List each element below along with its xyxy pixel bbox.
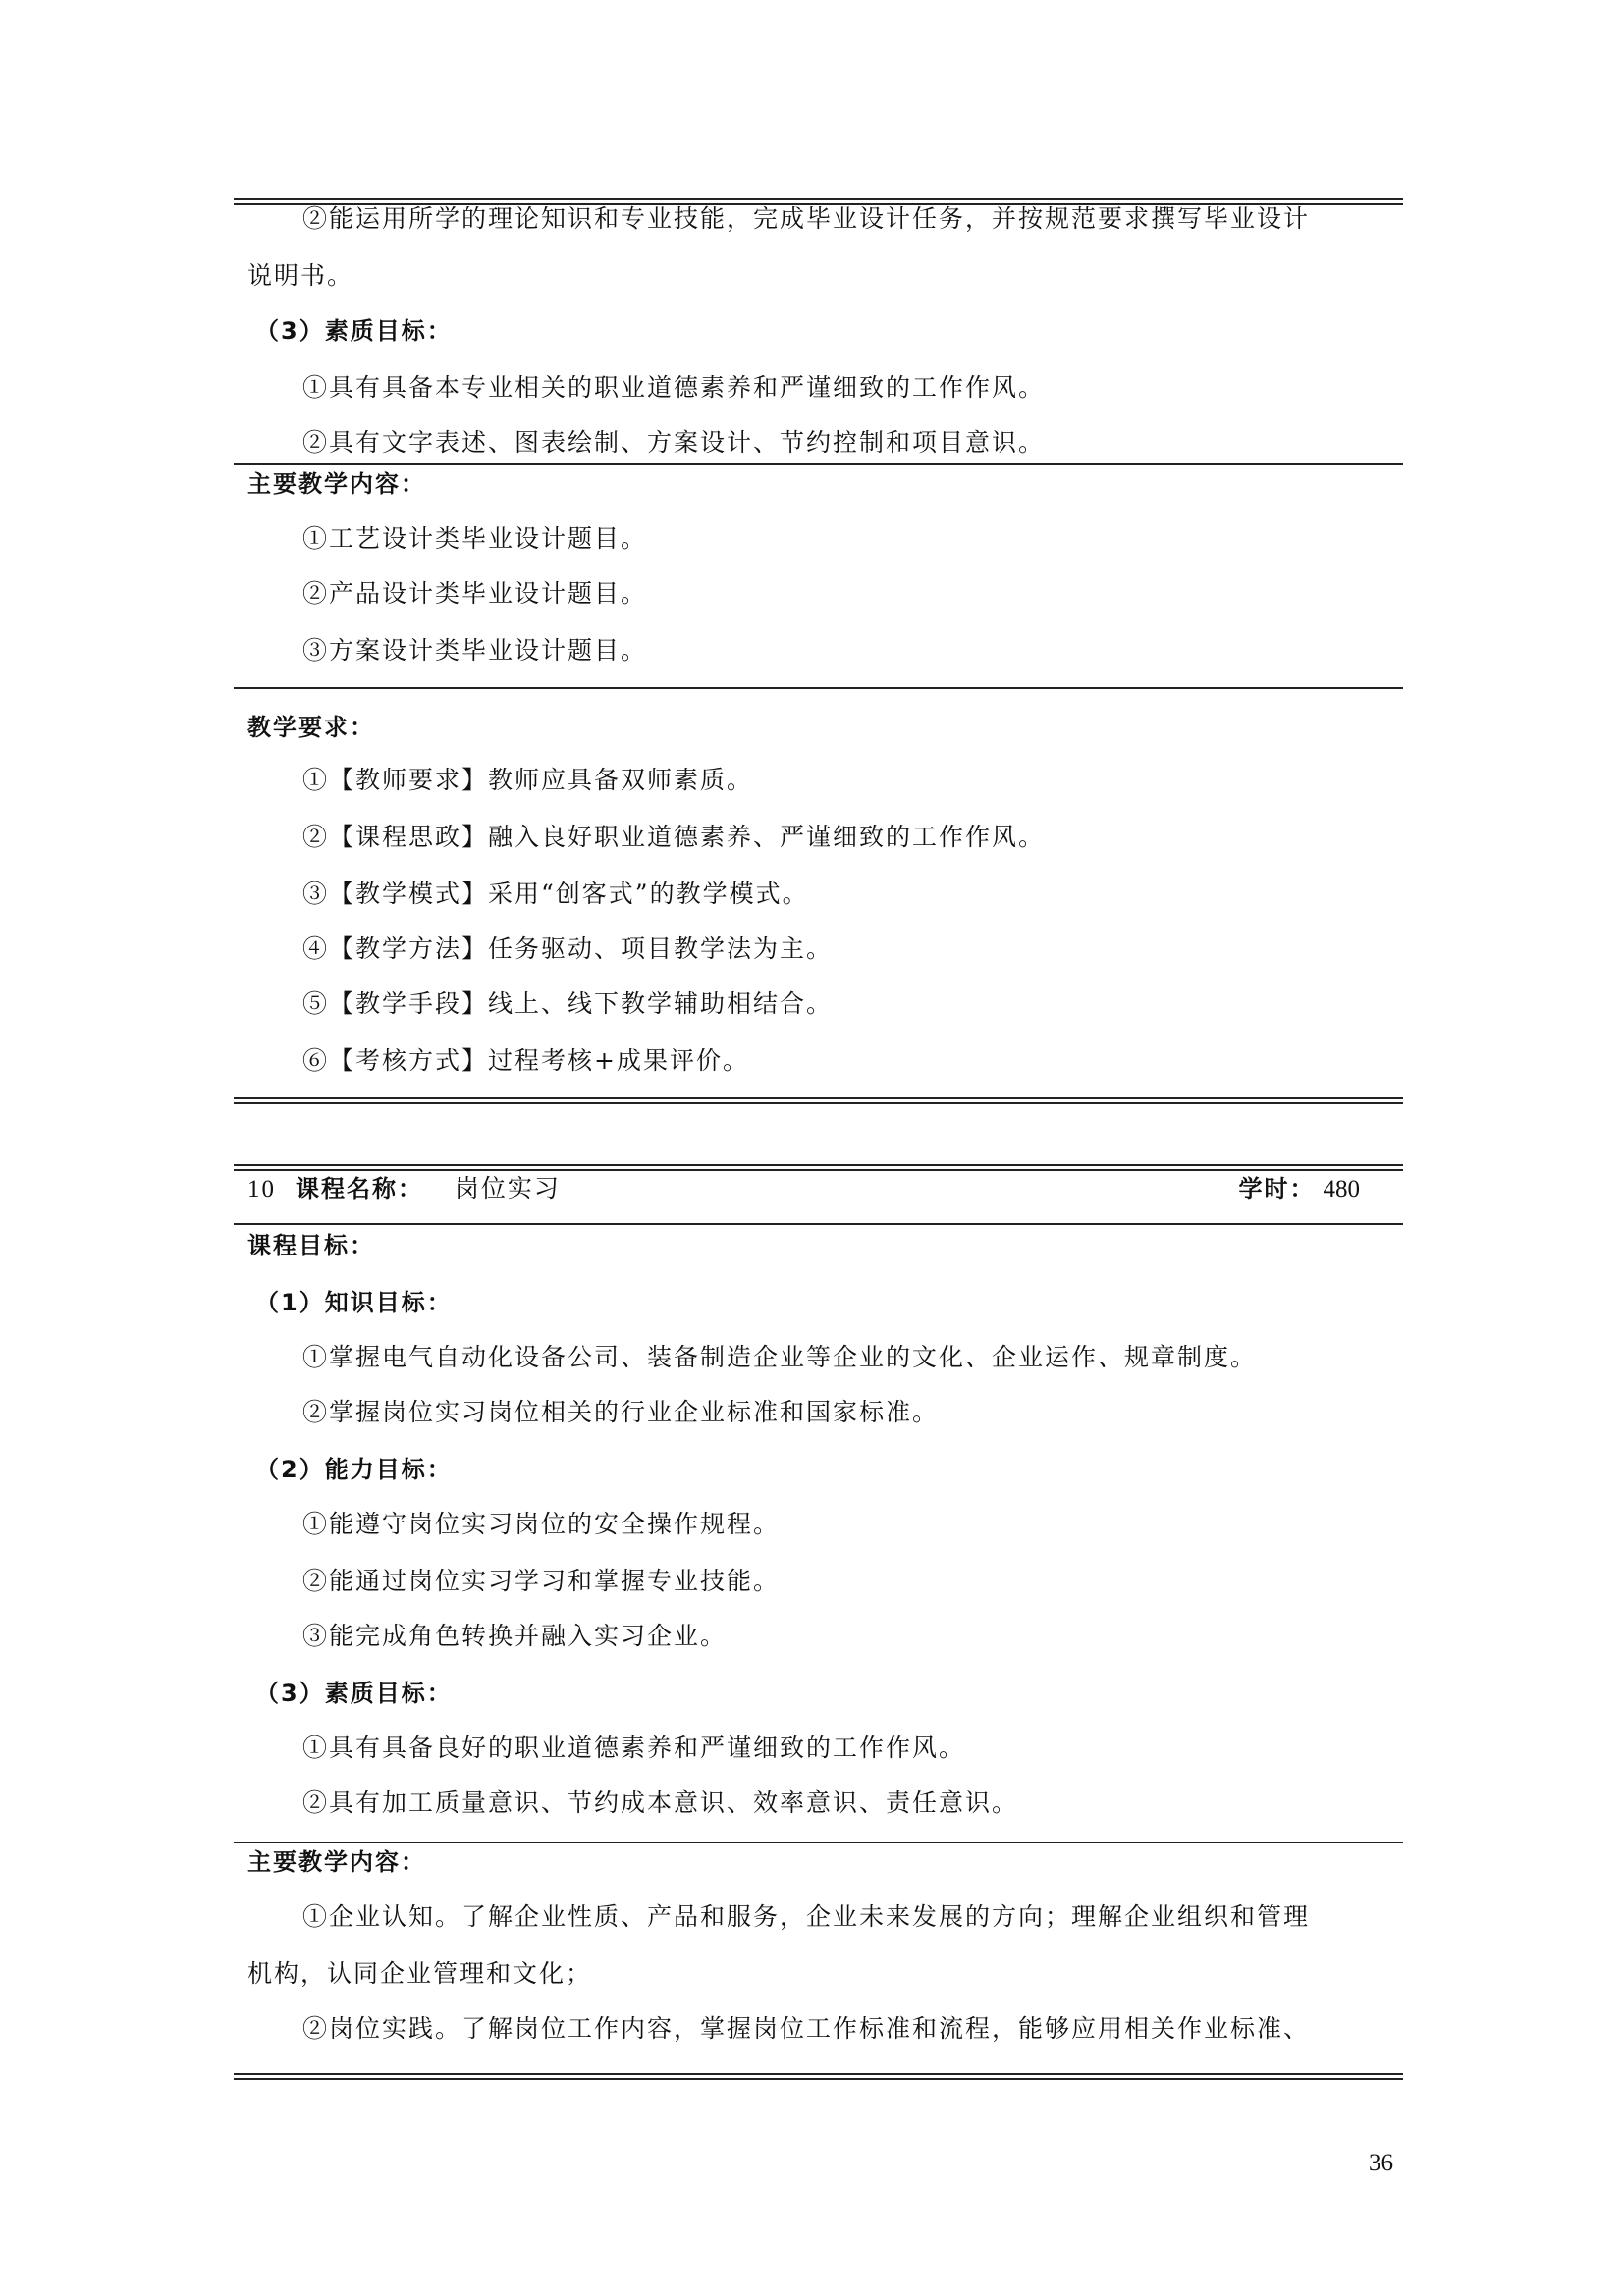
- row-divider: [234, 463, 1403, 465]
- row-divider: [234, 687, 1403, 689]
- table-bottom-border: [234, 1097, 1403, 1104]
- row-divider: [234, 1842, 1403, 1843]
- ability-heading: （2）能力目标：: [255, 1456, 453, 1483]
- quality-item-2: ②具有加工质量意识、节约成本意识、效率意识、责任意识。: [302, 1789, 1019, 1817]
- content-item-3: ③方案设计类毕业设计题目。: [302, 636, 648, 665]
- knowledge-item-1: ①掌握电气自动化设备公司、装备制造企业等企业的文化、企业运作、规章制度。: [302, 1343, 1258, 1371]
- content-heading: 主要教学内容：: [247, 470, 426, 498]
- course-number: 10: [247, 1176, 276, 1202]
- content-item-1-line-2: 机构，认同企业管理和文化；: [247, 1959, 593, 1988]
- requirement-item-1: ①【教师要求】教师应具备双师素质。: [302, 766, 754, 794]
- requirement-item-6: ⑥【考核方式】过程考核+成果评价。: [302, 1046, 749, 1075]
- quality-item-2: ②具有文字表述、图表绘制、方案设计、节约控制和项目意识。: [302, 428, 1046, 456]
- requirement-item-3: ③【教学模式】采用“创客式”的教学模式。: [302, 880, 809, 908]
- ability-item-1: ①能遵守岗位实习岗位的安全操作规程。: [302, 1510, 781, 1538]
- table-top-border: [234, 1164, 1403, 1171]
- ability-item-3: ③能完成角色转换并融入实习企业。: [302, 1622, 728, 1650]
- content-item-2: ②产品设计类毕业设计题目。: [302, 579, 648, 608]
- ability-item-2: ②能通过岗位实习学习和掌握专业技能。: [302, 1567, 781, 1595]
- course-name-label: 课程名称：: [295, 1175, 423, 1202]
- course-hours: [1239, 1174, 1360, 1204]
- requirement-item-2: ②【课程思政】融入良好职业道德素养、严谨细致的工作作风。: [302, 823, 1046, 851]
- quality-heading: （3）素质目标：: [255, 1680, 453, 1707]
- hours-value: 480: [1323, 1176, 1360, 1202]
- requirement-item-4: ④【教学方法】任务驱动、项目教学法为主。: [302, 934, 834, 963]
- quality-heading: （3）素质目标：: [255, 317, 453, 345]
- content-item-2-line-1: ②岗位实践。了解岗位工作内容，掌握岗位工作标准和流程，能够应用相关作业标准、: [302, 2014, 1311, 2043]
- requirement-item-5: ⑤【教学手段】线上、线下教学辅助相结合。: [302, 989, 834, 1018]
- content-item-1: ①工艺设计类毕业设计题目。: [302, 524, 648, 553]
- quality-item-1: ①具有具备良好的职业道德素养和严谨细致的工作作风。: [302, 1734, 966, 1762]
- hours-label: 学时：: [1238, 1175, 1316, 1202]
- course-name: 岗位实习: [454, 1174, 561, 1202]
- requirements-heading: 教学要求：: [247, 714, 375, 741]
- ability-item-2-line-2: 说明书。: [247, 261, 354, 290]
- knowledge-heading: （1）知识目标：: [255, 1289, 453, 1316]
- course-title-row: [247, 1174, 561, 1204]
- content-heading: 主要教学内容：: [247, 1848, 426, 1876]
- row-divider: [234, 1223, 1403, 1225]
- knowledge-item-2: ②掌握岗位实习岗位相关的行业企业标准和国家标准。: [302, 1398, 940, 1426]
- page-number: 36: [1369, 2150, 1393, 2176]
- content-item-1-line-1: ①企业认知。了解企业性质、产品和服务，企业未来发展的方向；理解企业组织和管理: [302, 1902, 1311, 1931]
- goal-heading: 课程目标：: [247, 1232, 375, 1259]
- ability-item-2-line-1: ②能运用所学的理论知识和专业技能，完成毕业设计任务，并按规范要求撰写毕业设计: [302, 204, 1311, 233]
- table-bottom-border: [234, 2073, 1403, 2080]
- quality-item-1: ①具有具备本专业相关的职业道德素养和严谨细致的工作作风。: [302, 373, 1046, 401]
